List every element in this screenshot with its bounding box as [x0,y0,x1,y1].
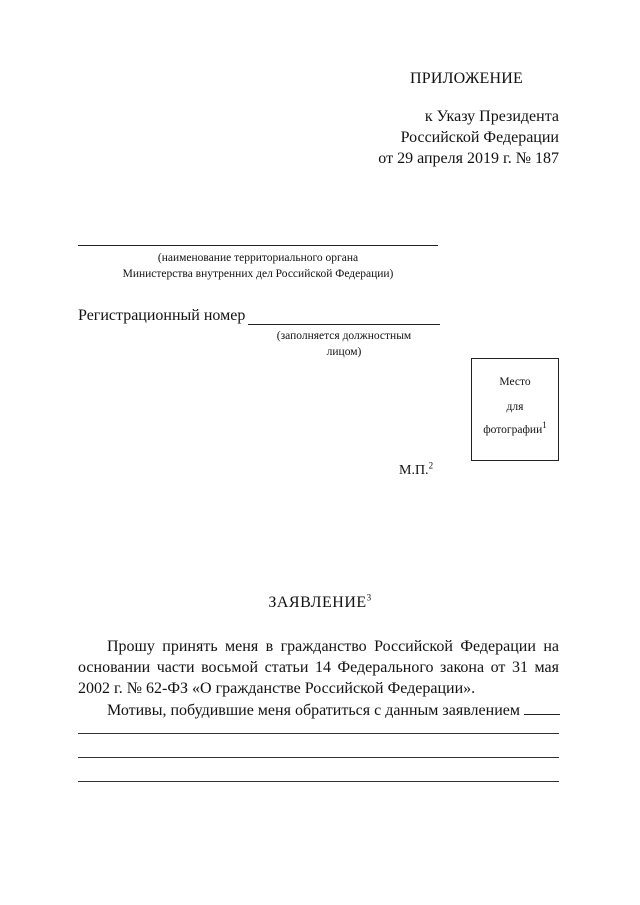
motives-field-line-1[interactable] [78,733,559,734]
photo-label-text: фотографии [483,424,543,436]
photo-label-line-3 [472,420,558,436]
decree-reference [300,106,559,169]
decree-line-3: от 29 апреля 2019 г. № 187 [378,150,559,167]
statement-paragraph: Прошу принять меня в гражданство Российской Федерации на основании части восьмой статьи 14 Федерального закона от 31 мая 2002 г. № 62-ФЗ «О гражданстве Российской Федерации». [78,638,559,697]
stamp-footnote-marker: 2 [428,460,434,471]
motives-label: Мотивы, побудившие меня обратиться с данным заявлением [107,702,520,719]
registration-number-field[interactable] [248,324,440,325]
registration-caption [248,328,440,360]
organ-name-field[interactable] [78,245,438,246]
motives-field-line-2[interactable] [78,757,559,758]
motives-field-start[interactable] [524,700,560,715]
registration-caption-line-1: (заполняется должностным [276,330,412,342]
organ-caption [78,250,438,282]
motives-line [78,700,559,721]
photo-footnote-marker: 1 [542,420,547,431]
stamp-label: М.П. [399,463,429,478]
statement-title [0,594,640,612]
photo-label-line-1: Место [499,376,531,388]
registration-number-label: Регистрационный номер [78,307,246,324]
statement-footnote-marker: 3 [366,592,372,603]
decree-line-1: к Указу Президента [424,108,559,125]
photo-label-line-2: для [506,401,524,413]
motives-field-line-3[interactable] [78,781,559,782]
appendix-title: ПРИЛОЖЕНИЕ [409,70,523,87]
registration-caption-line-2: лицом) [326,346,362,358]
statement-title-text: ЗАЯВЛЕНИЕ [268,594,367,611]
organ-caption-line-1: (наименование территориального органа [157,252,359,264]
stamp-place [399,460,434,479]
decree-line-2: Российской Федерации [400,129,559,146]
photo-placeholder-box [471,358,559,461]
organ-caption-line-2: Министерства внутренних дел Российской Федерации) [122,268,394,280]
